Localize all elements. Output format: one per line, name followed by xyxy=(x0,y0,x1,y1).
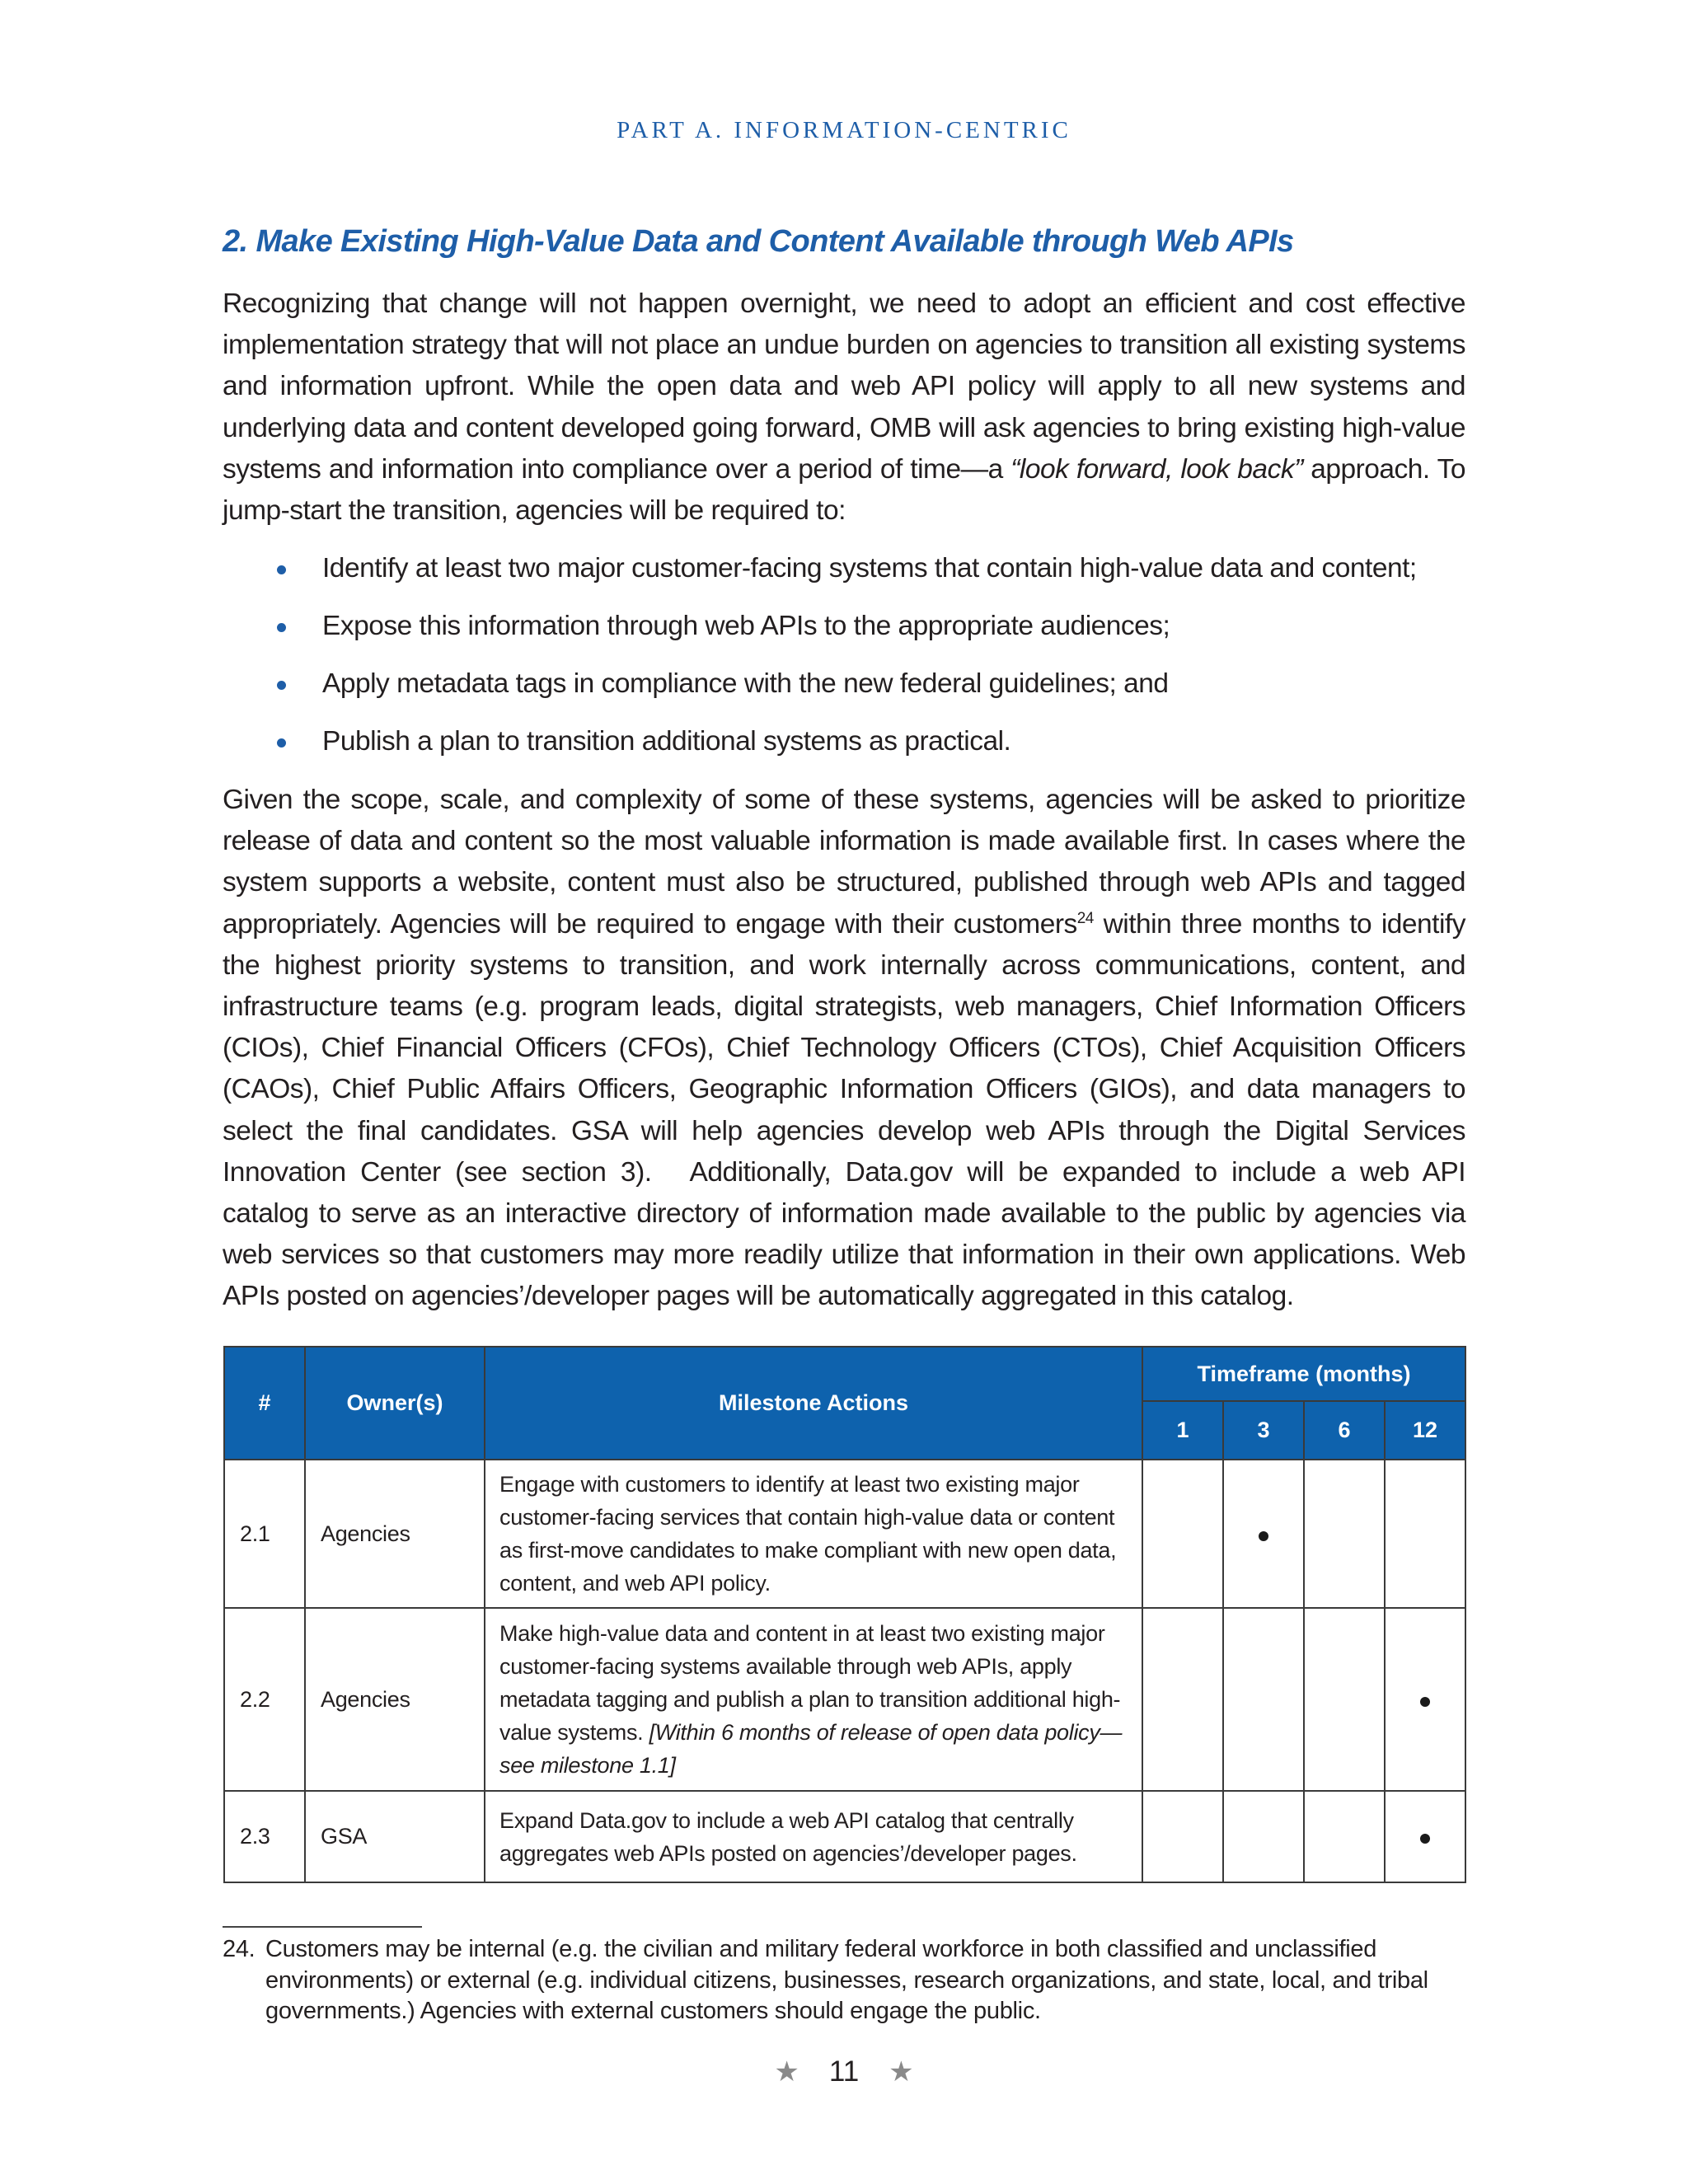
column-header-owner: Owner(s) xyxy=(305,1347,485,1460)
footnote-number: 24. xyxy=(223,1936,256,1962)
scope-text-cont: within three months to identify the highest priority systems to transition, and work internally across communications, content, and infrastructure teams (e.g. program leads, digital strategists, web managers, Chief Information Officers (CIOs), Chief Financial Officers (CFOs), Chief Technology Officers (CTOs), Chief Acquisition Officers (CAOs), Chief Public Affairs Officers, Geographic Information Officers (GIOs), and data managers to select the final candidates. GSA will help agencies develop web APIs through the Digital Services Innovation Center (see section 3). xyxy=(223,908,1465,1188)
timeframe-cell xyxy=(1304,1608,1385,1791)
timeframe-cell xyxy=(1385,1608,1465,1791)
milestone-action-text: Engage with customers to identify at least two existing major customer-facing services that contain high-value data or content as first-move candidates to make compliant with new open data, content, and web API policy. xyxy=(499,1472,1117,1596)
list-item xyxy=(223,663,1475,721)
intro-text: Recognizing that change will not happen overnight, we need to adopt an efficient and cost effective implementation strategy that will not place an undue burden on agencies to transition all existing systems and information upfront. While the open data and web API policy will apply to all new systems and underlying data and content developed going forward, OMB will ask agencies to bring existing high-value systems and information into compliance over a period of time—a xyxy=(223,288,1465,485)
month-header: 3 xyxy=(1223,1401,1304,1460)
list-item-text: Expose this information through web APIs to the appropriate audiences; xyxy=(322,611,1170,641)
milestone-number: 2.1 xyxy=(224,1460,305,1608)
intro-text-end: approach. To jump-start the transition, agencies will be required to: xyxy=(223,453,1466,527)
milestone-action xyxy=(485,1460,1142,1608)
scope-text-additional: Additionally, Data.gov will be expanded to include a web API catalog to serve as an interactive directory of information made available to the public by agencies via web services so that customers may more readily utilize that information in their own applications. Web APIs posted on agencies’/developer pages will be automatically aggregated in this catalog. xyxy=(223,1156,1465,1312)
bullet-icon xyxy=(277,738,286,748)
milestone-owner: GSA xyxy=(305,1791,485,1882)
milestone-owner: Agencies xyxy=(305,1460,485,1608)
timeframe-marker xyxy=(1420,1834,1430,1844)
milestone-owner: Agencies xyxy=(305,1608,485,1791)
star-icon: ★ xyxy=(774,2056,799,2088)
timeframe-cell xyxy=(1304,1791,1385,1882)
footnote-reference[interactable]: 24 xyxy=(1076,909,1094,927)
section-title: 2. Make Existing High-Value Data and Content Available through Web APIs xyxy=(223,224,1294,259)
timeframe-cell xyxy=(1142,1608,1223,1791)
table-row xyxy=(224,1460,1465,1608)
page-footer xyxy=(0,2055,1688,2088)
timeframe-cell xyxy=(1223,1791,1304,1882)
list-item xyxy=(223,606,1475,663)
milestone-number: 2.3 xyxy=(224,1791,305,1882)
list-item xyxy=(223,721,1475,779)
list-item-text: Publish a plan to transition additional systems as practical. xyxy=(322,726,1011,757)
page-number: 11 xyxy=(828,2055,860,2088)
timeframe-marker xyxy=(1420,1697,1430,1707)
list-item xyxy=(223,548,1475,606)
column-header-actions: Milestone Actions xyxy=(485,1347,1142,1460)
milestone-action-text: Expand Data.gov to include a web API catalog that centrally aggregates web APIs posted on agencies’/developer pages. xyxy=(499,1807,1077,1866)
intro-italic-quote: “look forward, look back” xyxy=(1010,453,1303,485)
footnote-text: Customers may be internal (e.g. the civilian and military federal workforce in both classified and unclassified environments) or external (e.g. individual citizens, businesses, research organizations, and state, local, and tribal governments.) Agencies with external customers should engage the public. xyxy=(265,1936,1428,2024)
bullet-icon xyxy=(277,681,286,690)
milestone-action xyxy=(485,1791,1142,1882)
timeframe-cell xyxy=(1142,1791,1223,1882)
milestone-action-text: Make high-value data and content in at least two existing major customer-facing systems available through web APIs, apply metadata tagging and publish a plan to transition additional high-value systems. xyxy=(499,1621,1121,1745)
scope-text: Given the scope, scale, and complexity of some of these systems, agencies will be asked to prioritize release of data and content so the most valuable information is made available first. In cases where the system supports a website, content must also be structured, published through web APIs and tagged appropriately. Agencies will be required to engage with their customers xyxy=(223,785,1465,940)
column-header-number: # xyxy=(224,1347,305,1460)
timeframe-cell xyxy=(1385,1460,1465,1608)
intro-paragraph xyxy=(223,284,1465,532)
milestones-table xyxy=(223,1346,1466,1883)
timeframe-cell xyxy=(1385,1791,1465,1882)
footnote xyxy=(223,1934,1469,2027)
running-header: PART A. INFORMATION-CENTRIC xyxy=(617,117,1071,143)
requirements-list xyxy=(223,548,1475,779)
footnote-divider xyxy=(223,1926,422,1928)
timeframe-cell xyxy=(1223,1460,1304,1608)
column-header-timeframe: Timeframe (months) xyxy=(1142,1347,1465,1401)
timeframe-cell xyxy=(1304,1460,1385,1608)
star-icon: ★ xyxy=(889,2056,914,2088)
timeframe-cell xyxy=(1223,1608,1304,1791)
bullet-icon xyxy=(277,623,286,632)
month-header: 1 xyxy=(1142,1401,1223,1460)
table-row xyxy=(224,1608,1465,1791)
bullet-icon xyxy=(277,565,286,574)
table-row xyxy=(224,1791,1465,1882)
list-item-text: Identify at least two major customer-facing systems that contain high-value data and content; xyxy=(322,553,1417,583)
timeframe-marker xyxy=(1259,1531,1268,1541)
timeframe-cell xyxy=(1142,1460,1223,1608)
month-header: 12 xyxy=(1385,1401,1465,1460)
milestone-number: 2.2 xyxy=(224,1608,305,1791)
scope-paragraph xyxy=(223,780,1465,1318)
milestone-action xyxy=(485,1608,1142,1791)
milestone-action-note: [Within 6 months of release of open data policy—see milestone 1.1] xyxy=(499,1720,1123,1778)
list-item-text: Apply metadata tags in compliance with the new federal guidelines; and xyxy=(322,668,1169,699)
month-header: 6 xyxy=(1304,1401,1385,1460)
